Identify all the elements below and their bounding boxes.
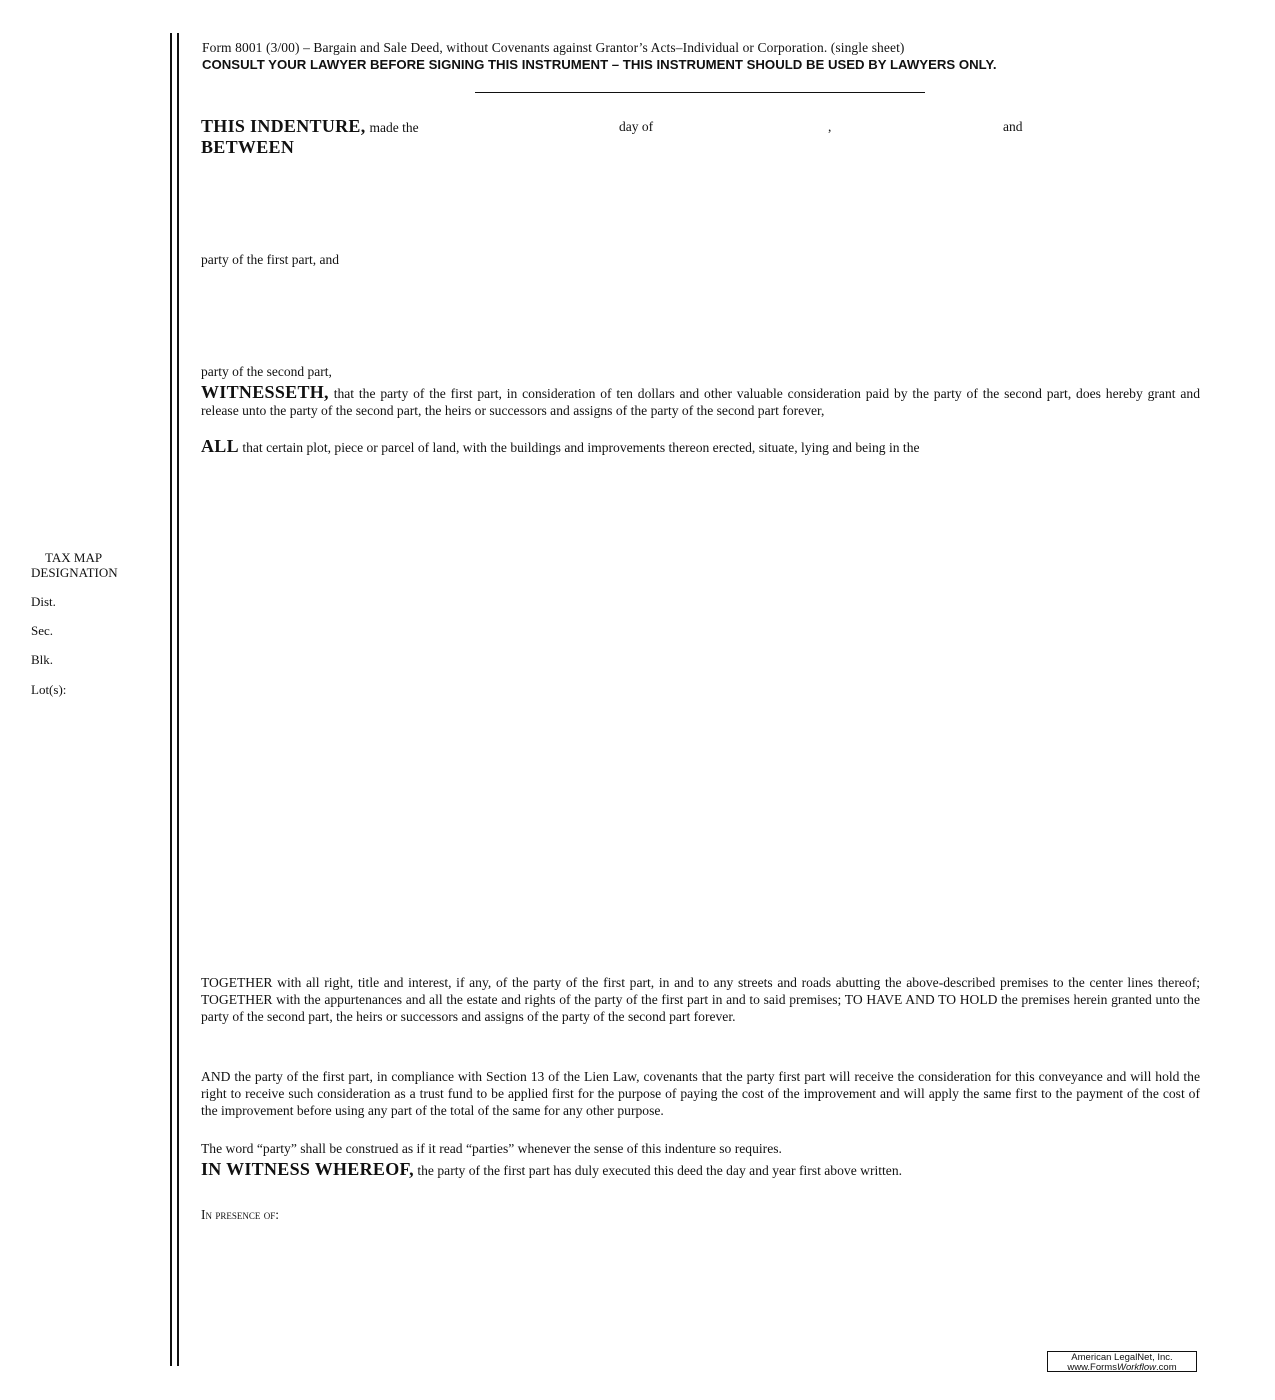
stamp-url-part3: .com [1156, 1362, 1177, 1373]
tax-map-title-2: DESIGNATION [31, 565, 118, 580]
in-witness-clause [201, 1161, 1200, 1179]
party-second-part: party of the second part, [201, 364, 332, 379]
stamp-url [1048, 1363, 1196, 1373]
indenture-line [201, 116, 419, 137]
header-divider [475, 92, 925, 93]
form-title: Form 8001 (3/00) – Bargain and Sale Deed, without Covenants against Grantor’s Acts–Individual or Corporation. (single sheet) [202, 40, 905, 55]
this-indenture-heading: THIS INDENTURE, [201, 116, 366, 136]
and-label: and [1003, 119, 1023, 134]
all-clause [201, 438, 1200, 456]
in-witness-text: the party of the first part has duly executed this deed the day and year first above written. [417, 1163, 903, 1178]
day-of-label: day of [619, 119, 654, 134]
tax-dist-label: Dist. [31, 594, 56, 609]
tax-map-title-1: TAX MAP [45, 550, 103, 565]
all-text: that certain plot, piece or parcel of land, with the buildings and improvements thereon erected, situate, lying and being in the [242, 440, 920, 455]
witnesseth-heading: WITNESSETH, [201, 382, 329, 402]
in-witness-heading: IN WITNESS WHEREOF, [201, 1159, 414, 1179]
party-first-part: party of the first part, and [201, 252, 339, 267]
together-clause: TOGETHER with all right, title and interest, if any, of the party of the first part, in and to any streets and roads abutting the above-described premises to the center lines thereof; TOGETHER with the appurtenances and all the estate and rights of the party of the first part in and to said premises; TO HAVE AND TO HOLD the premises herein granted unto the party of the second part, the heirs or successors and assigns of the party of the second part forever. [201, 975, 1200, 1024]
between-heading: BETWEEN [201, 137, 295, 157]
consult-warning: CONSULT YOUR LAWYER BEFORE SIGNING THIS INSTRUMENT – THIS INSTRUMENT SHOULD BE USED BY LAWYERS ONLY. [202, 57, 997, 72]
tax-lots-label: Lot(s): [31, 682, 67, 697]
stamp-company: American LegalNet, Inc. [1071, 1352, 1173, 1363]
stamp-url-part2: Workflow [1116, 1362, 1157, 1373]
all-heading: ALL [201, 436, 239, 456]
margin-rule-right [177, 33, 179, 1366]
tax-blk-label: Blk. [31, 652, 54, 667]
tax-sec-label: Sec. [31, 623, 54, 638]
lien-law-clause: AND the party of the first part, in compliance with Section 13 of the Lien Law, covenants that the party first part will receive the consideration for this conveyance and will hold the right to receive such consideration as a trust fund to be applied first for the purpose of paying the cost of the improvement and will apply the same first to the payment of the cost of the improvement before using any part of the total of the same for any other purpose. [201, 1069, 1200, 1118]
date-comma: , [828, 119, 832, 134]
in-presence-label: In presence of: [201, 1207, 280, 1222]
publisher-stamp [1047, 1351, 1197, 1372]
made-the-label: made the [369, 120, 419, 135]
witnesseth-clause [201, 384, 1200, 419]
margin-rule-left [170, 33, 172, 1366]
stamp-url-part1: www.Forms [1067, 1362, 1117, 1373]
witnesseth-text: that the party of the first part, in consideration of ten dollars and other valuable consideration paid by the party of the second part, does hereby grant and release unto the party of the second part, the heirs or successors and assigns of the party of the second part forever, [201, 386, 1200, 418]
party-word-clause: The word “party” shall be construed as if it read “parties” whenever the sense of this indenture so requires. [201, 1141, 782, 1156]
